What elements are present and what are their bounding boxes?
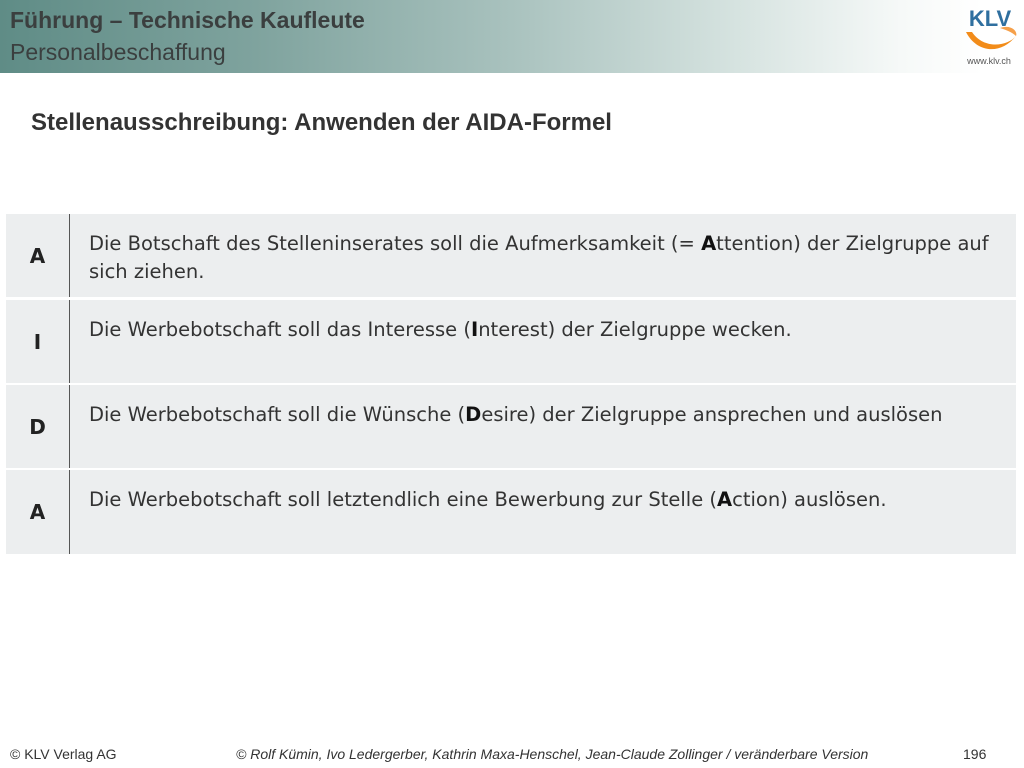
footer-authors: © Rolf Kümin, Ivo Ledergerber, Kathrin Maxa-Henschel, Jean-Claude Zollinger / veränderbare Version — [236, 746, 869, 762]
aida-letter: D — [6, 385, 70, 468]
slide-title: Stellenausschreibung: Anwenden der AIDA-Formel — [31, 109, 612, 136]
aida-row — [6, 214, 1016, 297]
aida-letter: I — [6, 300, 70, 383]
klv-logo — [958, 2, 1020, 68]
aida-description: Die Botschaft des Stelleninserates soll die Aufmerksamkeit (= Attention) der Zielgruppe auf sich ziehen. — [70, 214, 1016, 297]
aida-letter: A — [6, 470, 70, 554]
aida-description: Die Werbebotschaft soll letztendlich eine Bewerbung zur Stelle (Action) auslösen. — [70, 470, 1016, 554]
aida-description: Die Werbebotschaft soll das Interesse (Interest) der Zielgruppe wecken. — [70, 300, 1016, 383]
klv-logo-mark — [960, 2, 1020, 56]
aida-description: Die Werbebotschaft soll die Wünsche (Desire) der Zielgruppe ansprechen und auslösen — [70, 385, 1016, 468]
logo-text: KLV — [968, 6, 1012, 31]
logo-swoosh — [966, 32, 1016, 49]
logo-url: www.klv.ch — [967, 56, 1011, 66]
aida-row — [6, 470, 1016, 554]
aida-row — [6, 385, 1016, 468]
header-subtitle: Personalbeschaffung — [10, 39, 226, 65]
aida-letter: A — [6, 214, 70, 297]
page-number: 196 — [963, 746, 987, 762]
footer-copyright: © KLV Verlag AG — [10, 746, 117, 762]
aida-table — [6, 214, 1016, 554]
header-title: Führung – Technische Kaufleute — [10, 7, 365, 33]
aida-row — [6, 300, 1016, 383]
